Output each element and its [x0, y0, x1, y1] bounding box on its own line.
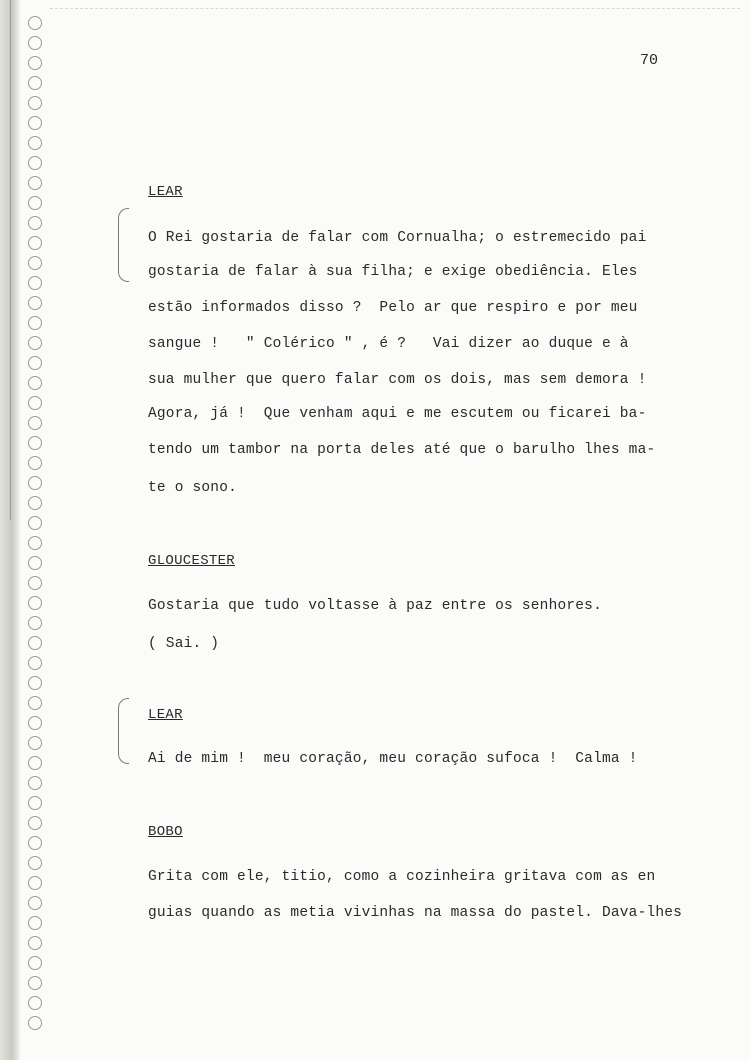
punch-hole-icon	[28, 816, 42, 830]
punch-hole-icon	[28, 396, 42, 410]
punch-hole-icon	[28, 776, 42, 790]
dialogue-line: estão informados disso ? Pelo ar que respiro e por meu	[148, 300, 638, 316]
dialogue-line: Agora, já ! Que venham aqui e me escutem ou ficarei ba-	[148, 406, 647, 422]
punch-hole-icon	[28, 36, 42, 50]
punch-hole-icon	[28, 76, 42, 90]
page-number: 70	[640, 52, 659, 69]
punch-hole-icon	[28, 836, 42, 850]
punch-hole-icon	[28, 1016, 42, 1030]
punch-hole-icon	[28, 916, 42, 930]
binding-line	[10, 0, 11, 520]
punch-hole-icon	[28, 276, 42, 290]
punch-hole-icon	[28, 576, 42, 590]
punch-hole-icon	[28, 476, 42, 490]
speaker-name: LEAR	[148, 707, 183, 723]
stage-direction: ( Sai. )	[148, 636, 220, 652]
punch-hole-icon	[28, 756, 42, 770]
dialogue-line: gostaria de falar à sua filha; e exige obediência. Eles	[148, 264, 638, 280]
punch-hole-icon	[28, 676, 42, 690]
punch-hole-icon	[28, 636, 42, 650]
punch-hole-icon	[28, 956, 42, 970]
punch-hole-icon	[28, 516, 42, 530]
punch-hole-icon	[28, 736, 42, 750]
punch-hole-icon	[28, 716, 42, 730]
dialogue-line: tendo um tambor na porta deles até que o barulho lhes ma-	[148, 442, 656, 458]
punch-hole-icon	[28, 216, 42, 230]
punch-hole-icon	[28, 456, 42, 470]
punch-hole-icon	[28, 296, 42, 310]
dialogue-line: guias quando as metia vivinhas na massa do pastel. Dava-lhes	[148, 905, 683, 921]
top-rule	[50, 8, 740, 9]
punch-hole-icon	[28, 316, 42, 330]
speaker-name: LEAR	[148, 184, 183, 200]
punch-hole-icon	[28, 936, 42, 950]
margin-bracket	[118, 698, 129, 764]
punch-hole-icon	[28, 356, 42, 370]
punch-hole-icon	[28, 856, 42, 870]
margin-bracket	[118, 208, 129, 282]
punch-hole-icon	[28, 976, 42, 990]
punch-hole-icon	[28, 416, 42, 430]
punch-hole-icon	[28, 156, 42, 170]
punch-hole-icon	[28, 336, 42, 350]
punch-hole-icon	[28, 536, 42, 550]
punch-hole-icon	[28, 376, 42, 390]
punch-hole-icon	[28, 256, 42, 270]
punch-hole-icon	[28, 596, 42, 610]
punch-hole-icon	[28, 56, 42, 70]
punch-hole-icon	[28, 616, 42, 630]
punch-hole-icon	[28, 556, 42, 570]
speaker-name: BOBO	[148, 824, 183, 840]
punch-hole-icon	[28, 696, 42, 710]
punch-hole-icon	[28, 896, 42, 910]
punch-hole-icon	[28, 996, 42, 1010]
punch-hole-icon	[28, 496, 42, 510]
dialogue-line: te o sono.	[148, 480, 238, 496]
punch-hole-icon	[28, 96, 42, 110]
punch-hole-icon	[28, 176, 42, 190]
dialogue-line: sua mulher que quero falar com os dois, mas sem demora !	[148, 372, 647, 388]
dialogue-line: Grita com ele, titio, como a cozinheira gritava com as en	[148, 869, 656, 885]
punch-hole-icon	[28, 876, 42, 890]
punch-hole-icon	[28, 796, 42, 810]
dialogue-line: Ai de mim ! meu coração, meu coração sufoca ! Calma !	[148, 751, 638, 767]
dialogue-line: O Rei gostaria de falar com Cornualha; o estremecido pai	[148, 230, 647, 246]
speaker-name: GLOUCESTER	[148, 553, 236, 569]
punch-hole-icon	[28, 16, 42, 30]
dialogue-line: sangue ! " Colérico " , é ? Vai dizer ao duque e à	[148, 336, 629, 352]
punch-hole-icon	[28, 436, 42, 450]
punch-hole-icon	[28, 236, 42, 250]
dialogue-line: Gostaria que tudo voltasse à paz entre os senhores.	[148, 598, 602, 614]
punch-holes	[28, 0, 48, 1040]
punch-hole-icon	[28, 656, 42, 670]
punch-hole-icon	[28, 136, 42, 150]
punch-hole-icon	[28, 116, 42, 130]
punch-hole-icon	[28, 196, 42, 210]
